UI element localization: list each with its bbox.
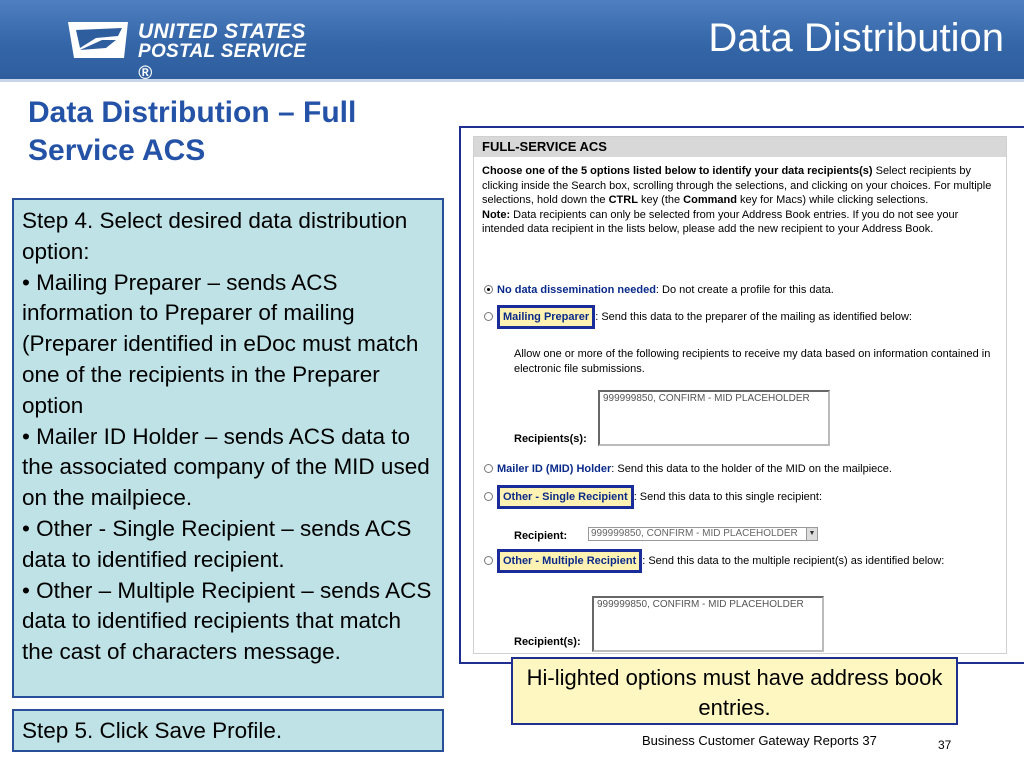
single-recipient-value: 999999850, CONFIRM - MID PLACEHOLDER: [591, 528, 798, 539]
single-recipient-select[interactable]: [588, 527, 818, 541]
radio-unselected-icon[interactable]: [484, 556, 493, 565]
option-mailing-preparer-label: Mailing Preparer: [497, 305, 595, 329]
bullet-mailing-preparer: • Mailing Preparer – sends ACS information to Preparer of mailing (Preparer identified in eDoc must match one of the recipients in the Preparer option: [22, 269, 419, 418]
option-mid-holder-label: Mailer ID (MID) Holder: [497, 463, 612, 475]
panel-heading: FULL-SERVICE ACS: [474, 137, 1006, 157]
key-text: key (the: [637, 194, 684, 206]
preparer-recipients-listbox[interactable]: [598, 390, 830, 446]
note-text: Data recipients can only be selected from your Address Book entries. If you do not see your intended data recipient in the lists below, please add the new recipient to your Address Book.: [482, 208, 959, 235]
bullet-mailer-id-holder: • Mailer ID Holder – sends ACS data to the associated company of the MID used on the mailpiece.: [22, 423, 430, 511]
option-mid-holder-desc: : Send this data to the holder of the MID on the mailpiece.: [611, 463, 892, 475]
option-single-recipient[interactable]: [484, 491, 822, 503]
recipient-label: Recipient:: [514, 530, 568, 542]
usps-eagle-logo-icon: [66, 18, 132, 62]
option-none[interactable]: [484, 284, 834, 296]
logo-text-line1: UNITED STATES: [138, 20, 306, 43]
bullet-multiple-recipient: • Other – Multiple Recipient – sends ACS data to identified recipients that match the cast of characters message.: [22, 577, 432, 665]
option-multiple-recipient[interactable]: [484, 555, 944, 567]
preparer-list-item[interactable]: 999999850, CONFIRM - MID PLACEHOLDER: [603, 393, 810, 404]
multiple-recipients-listbox[interactable]: [592, 596, 824, 652]
recipients2-label: Recipient(s):: [514, 636, 581, 648]
full-service-acs-panel: [459, 126, 1024, 664]
option-none-label: No data dissemination needed: [497, 284, 656, 296]
radio-unselected-icon[interactable]: [484, 492, 493, 501]
ctrl-key: CTRL: [608, 194, 638, 206]
note-label: Note:: [482, 208, 511, 221]
option-mailing-preparer[interactable]: [484, 311, 912, 323]
radio-selected-icon[interactable]: [484, 285, 493, 294]
footer-text: Business Customer Gateway Reports 37: [642, 733, 877, 748]
option-multiple-recipient-label: Other - Multiple Recipient: [497, 549, 642, 573]
radio-unselected-icon[interactable]: [484, 464, 493, 473]
mac-text: key for Macs) while clicking selections.: [736, 194, 929, 206]
preparer-subtext: Allow one or more of the following recipients to receive my data based on information contained in electronic file submissions.: [514, 348, 991, 375]
chevron-down-icon[interactable]: ▼: [806, 528, 817, 540]
option-single-recipient-desc: : Send this data to this single recipient:: [633, 491, 823, 503]
multiple-list-item[interactable]: 999999850, CONFIRM - MID PLACEHOLDER: [597, 599, 804, 610]
step5-textbox: Step 5. Click Save Profile.: [12, 709, 444, 752]
header-title: Data Distribution: [708, 16, 1004, 60]
panel-instructions: [482, 164, 997, 237]
recipients-label: Recipients(s):: [514, 433, 587, 445]
header-banner: [0, 0, 1024, 82]
page-number: 37: [938, 738, 952, 752]
panel-content: [473, 136, 1007, 654]
instructions-bold: Choose one of the 5 options listed below to identify your data recipients(s): [482, 165, 873, 177]
instructions-text: Select recipients by clicking inside the Search box, scrolling through the selections, and clicking on your choices. For multiple selections, hold down the: [482, 165, 992, 206]
option-multiple-recipient-desc: : Send this data to the multiple recipient(s) as identified below:: [642, 555, 945, 567]
slide-title: Data Distribution – Full Service ACS: [28, 96, 357, 167]
radio-unselected-icon[interactable]: [484, 312, 493, 321]
bullet-single-recipient: • Other - Single Recipient – sends ACS data to identified recipient.: [22, 515, 412, 572]
steps-textbox: [12, 198, 444, 698]
logo-text-line2: POSTAL SERVICE ®: [138, 41, 307, 84]
option-mid-holder[interactable]: [484, 463, 892, 475]
option-none-desc: : Do not create a profile for this data.: [655, 284, 834, 296]
highlight-note: Hi-lighted options must have address book entries.: [511, 657, 958, 725]
step4-intro: Step 4. Select desired data distribution option:: [22, 208, 408, 264]
option-mailing-preparer-desc: : Send this data to the preparer of the mailing as identified below:: [595, 311, 912, 323]
command-key: Command: [683, 194, 737, 206]
option-single-recipient-label: Other - Single Recipient: [497, 485, 634, 509]
usps-logo: [66, 18, 326, 84]
